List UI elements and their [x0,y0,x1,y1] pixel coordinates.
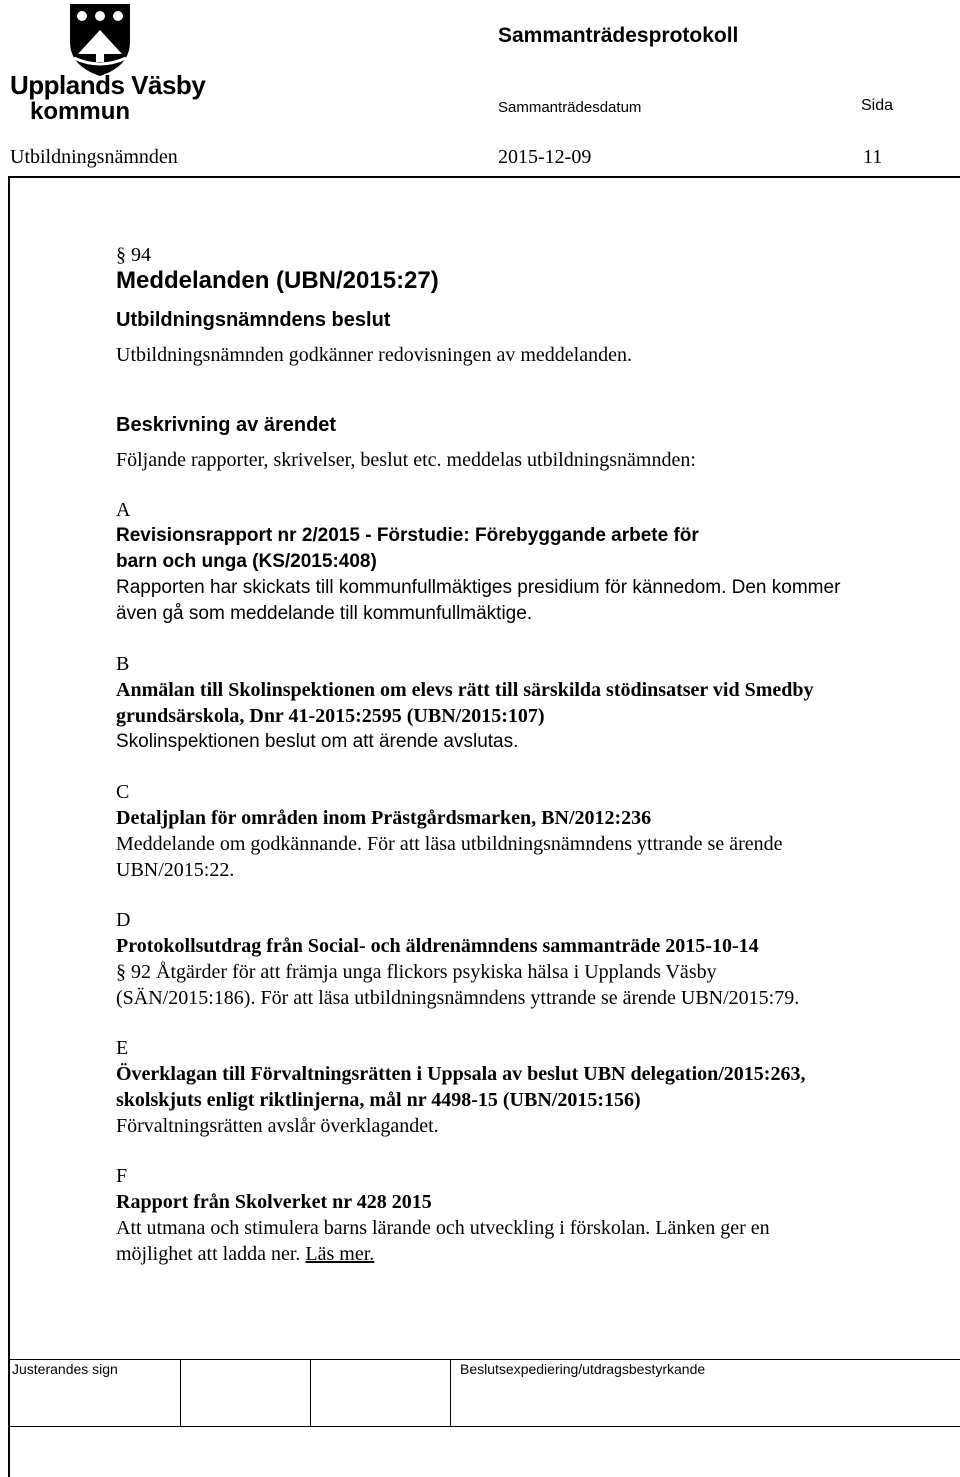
item-title: Överklagan till Förvaltningsrätten i Uppsala av beslut UBN delegation/2015:263, [116,1063,806,1085]
item-f [116,1163,946,1267]
item-letter: D [116,909,131,931]
item-body: § 92 Åtgärder för att främja unga flickors psykiska hälsa i Upplands Väsby [116,961,717,983]
paragraph-number: § 94 [116,244,151,266]
item-title: Detaljplan för områden inom Prästgårdsmarken, BN/2012:236 [116,807,652,829]
description-heading: Beskrivning av ärendet [116,414,337,436]
item-e [116,1035,946,1139]
item-title: skolskjuts enligt riktlinjerna, mål nr 4498-15 (UBN/2015:156) [116,1089,641,1111]
frame-left-border [8,176,10,1477]
footer-bottom-line [8,1426,960,1427]
footer-top-line [8,1359,960,1360]
decision-heading: Utbildningsnämndens beslut [116,309,391,331]
item-title: barn och unga (KS/2015:408) [116,551,377,572]
item-letter: C [116,781,130,803]
item-b [116,651,946,755]
item-body [116,1241,946,1267]
logo-subtext: kommun [30,98,131,125]
item-body: även gå som meddelande till kommunfullmäktige. [116,603,533,624]
item-title: Protokollsutdrag från Social- och äldrenämndens sammanträde 2015-10-14 [116,935,759,957]
item-body: Förvaltningsrätten avslår överklagandet. [116,1115,439,1137]
item-body: (SÄN/2015:186). För att läsa utbildningsnämndens yttrande se ärende UBN/2015:79. [116,987,800,1009]
date-label: Sammanträdesdatum [498,99,642,116]
item-body-text: möjlighet att ladda ner. [116,1243,301,1265]
item-letter: B [116,653,130,675]
signature-divider [180,1360,181,1426]
item-letter: A [116,499,131,521]
meeting-date: 2015-12-09 [498,146,592,168]
footer-expedition-label: Beslutsexpediering/utdragsbestyrkande [460,1361,706,1377]
municipality-logo [10,4,206,125]
item-body: Skolinspektionen beslut om att ärende avslutas. [116,731,519,752]
read-more-link[interactable]: Läs mer. [305,1243,375,1265]
item-title: Rapport från Skolverket nr 428 2015 [116,1191,432,1213]
item-letter: E [116,1037,129,1059]
item-title: Anmälan till Skolinspektionen om elevs rätt till särskilda stödinsatser vid Smedby [116,679,814,701]
section-title: Meddelanden (UBN/2015:27) [116,267,439,294]
item-body: UBN/2015:22. [116,859,235,881]
signature-divider [450,1360,451,1426]
logo-text: Upplands Väsby [10,70,206,100]
item-body: Rapporten har skickats till kommunfullmäktiges presidium för kännedom. Den kommer [116,577,841,598]
item-title: Revisionsrapport nr 2/2015 - Förstudie: Förebyggande arbete för [116,525,699,546]
page-label: Sida [861,97,894,114]
decision-text: Utbildningsnämnden godkänner redovisningen av meddelanden. [116,344,632,366]
committee-name: Utbildningsnämnden [10,146,178,168]
frame-top-border [8,176,960,178]
item-body: Meddelande om godkännande. För att läsa utbildningsnämndens yttrande se ärende [116,833,783,855]
protocol-body [116,244,946,1267]
item-letter: F [116,1165,128,1187]
item-body: Att utmana och stimulera barns lärande och utveckling i förskolan. Länken ger en [116,1217,770,1239]
signature-divider [310,1360,311,1426]
item-title: grundsärskola, Dnr 41-2015:2595 (UBN/2015:107) [116,705,545,727]
description-intro: Följande rapporter, skrivelser, beslut etc. meddelas utbildningsnämnden: [116,449,696,471]
item-d [116,907,946,1011]
footer-sign-label: Justerandes sign [12,1361,118,1377]
page-number: 11 [863,146,883,168]
document-title: Sammanträdesprotokoll [498,24,739,47]
item-a [116,497,946,627]
item-c [116,779,946,883]
